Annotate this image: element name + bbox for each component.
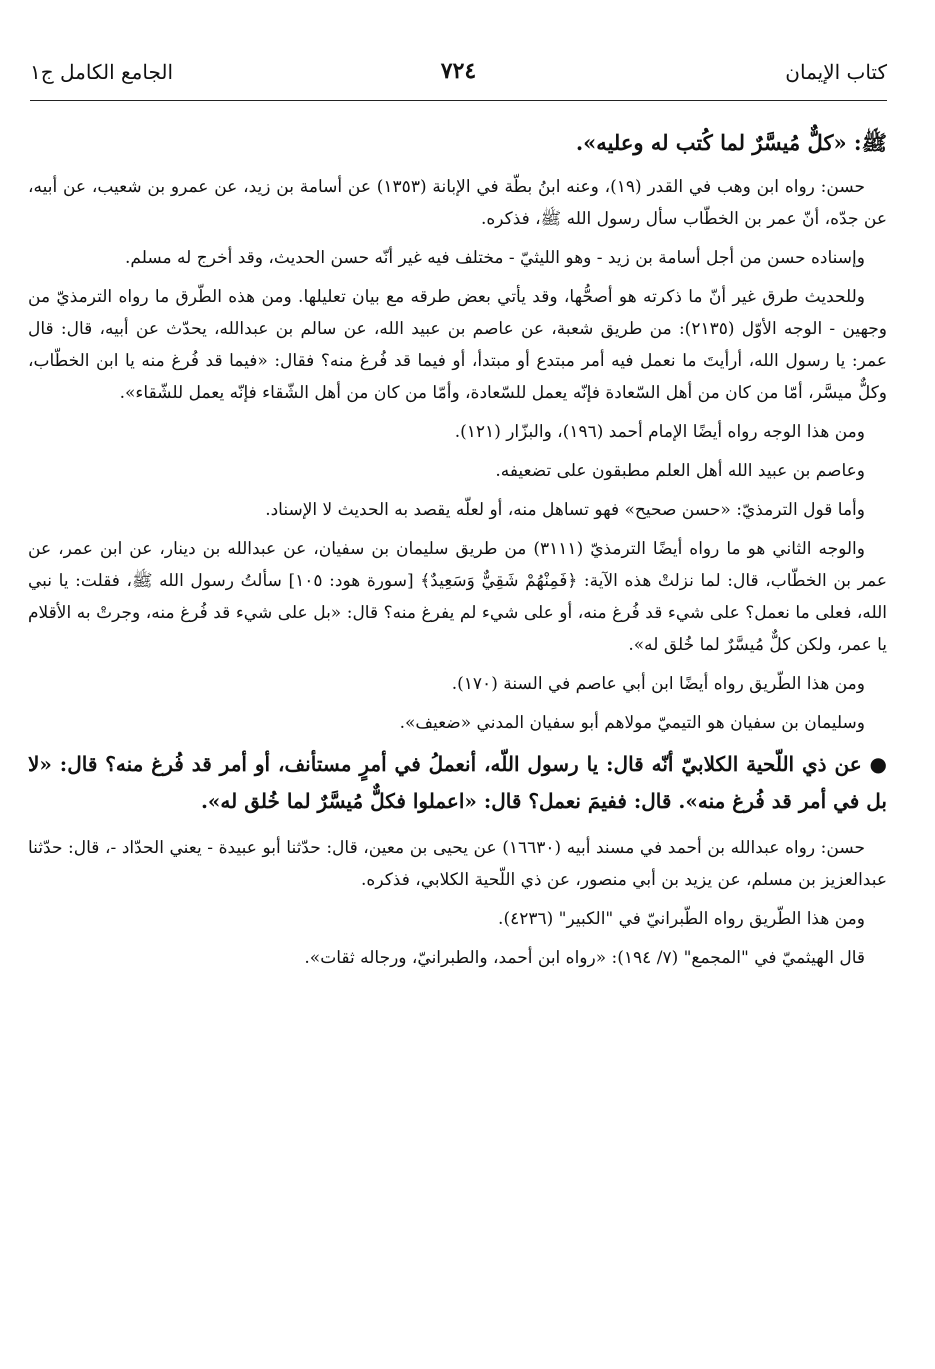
haythami-note: قال الهيثميّ في "المجمع" (٧/ ١٩٤): «رواه ابن أحمد، والطبرانيّ، ورجاله ثقات».: [304, 948, 865, 968]
volume-title: الجامع الكامل ج١: [30, 60, 174, 84]
takhrij-paragraph: حسن: رواه ابن وهب في القدر (١٩)، وعنه ابنُ بطّة في الإبانة (١٣٥٣) عن أسامة بن زيد، عن عمرو بن شعيب، عن أبيه، عن جدّه، أنّ عمر بن الخطّاب سأل رسول الله ﷺ، فذكره.: [28, 177, 887, 229]
tirmidhi-note: وأما قول الترمذيّ: «حسن صحيح» فهو تساهل منه، أو لعلّه يقصد به الحديث لا الإسناد.: [265, 500, 865, 520]
takhrij-paragraph-musnad: حسن: رواه عبدالله بن أحمد في مسند أبيه (١٦٦٣٠) عن يحيى بن معين، قال: حدّثنا أبو عبيدة - يعني الحدّاد -، قال: حدّثنا عبدالعزيز بن مسلم، عن يزيد بن أبي منصور، عن ذي اللّحية الكلابي، فذكره.: [28, 838, 887, 890]
takhrij-paragraph-tabarani: ومن هذا الطّريق رواه الطّبرانيّ في "الكبير" (٤٢٣٦).: [498, 909, 865, 929]
hadith-text: ● عن ذي اللّحية الكلابيّ أنّه قال: يا رسول اللّه، أنعملُ في أمرٍ مستأنف، أو أمر قد فُرغ منه؟ قال: «لا بل في أمر قد فُرغ منه». قال: ففيمَ نعمل؟ قال: «اعملوا فكلٌّ مُيسَّرٌ لما خُلق له».: [28, 752, 887, 813]
book-title: كتاب الإيمان: [785, 60, 887, 84]
second-chain-paragraph: والوجه الثاني هو ما رواه أيضًا الترمذيّ (٣١١١) من طريق سليمان بن سفيان، عن عبدالله بن دينار، عن ابن عمر، عن عمر بن الخطّاب، قال: لما نزلتْ هذه الآية: ﴿فَمِنْهُمْ شَقِيٌّ وَسَعِيدٌ﴾ [سورة هود: ١٠٥] سألتُ رسول الله ﷺ، فقلت: يا نبي الله، فعلى ما نعمل؟ على شيء قد فُرغ منه، أو على شيء لم يفرغ منه؟ قال: «بل على شيء قد فُرغ منه، وجرتْ به الأقلام يا عمر، ولكن كلٌّ مُيسَّرٌ لما خُلق له».: [28, 539, 887, 655]
isnad-paragraph: وإسناده حسن من أجل أسامة بن زيد - وهو الليثيّ - مختلف فيه غير أنّه حسن الحديث، وقد أخرج له مسلم.: [125, 248, 865, 268]
page-number: ٧٢٤: [440, 58, 477, 84]
narrator-note-sulayman: وسليمان بن سفيان هو التيميّ مولاهم أبو سفيان المدني «ضعيف».: [399, 713, 865, 733]
takhrij-paragraph-ahmad: ومن هذا الوجه رواه أيضًا الإمام أحمد (١٩٦)، والبزّار (١٢١).: [454, 422, 865, 442]
hadith-text-continuation: ﷺ: «كلٌّ مُيسَّرٌ لما كُتب له وعليه».: [575, 130, 887, 155]
takhrij-paragraph-sunnah: ومن هذا الطّريق رواه أيضًا ابن أبي عاصم في السنة (١٧٠).: [451, 674, 865, 694]
header-divider: [30, 100, 887, 101]
turuq-paragraph: وللحديث طرق غير أنّ ما ذكرته هو أصحُّها، وقد يأتي بعض طرقه مع بيان تعليلها. ومن هذه الطّرق ما رواه الترمذيّ من وجهين - الوجه الأوّل (٢١٣٥): من طريق شعبة، عن عاصم بن عبيد الله، عن سالم بن عبدالله، يحدّث عن أبيه، قال: قال عمر: يا رسول الله، أرأيتَ ما نعمل فيه أمر مبتدع أو مبتدأ، أو فيما قد فُرغ منه؟ فقال: «فيما قد فُرغ منه يا ابن الخطّاب، وكلٌّ ميسَّر، أمّا من كان من أهل السّعادة فإنّه يعمل للسّعادة، وأمّا من كان من أهل الشّقاء فإنّه يعمل للشّقاء».: [28, 287, 887, 403]
page-header: [30, 56, 887, 96]
narrator-note: وعاصم بن عبيد الله أهل العلم مطبقون على تضعيفه.: [495, 461, 865, 481]
page-body: [28, 124, 887, 981]
